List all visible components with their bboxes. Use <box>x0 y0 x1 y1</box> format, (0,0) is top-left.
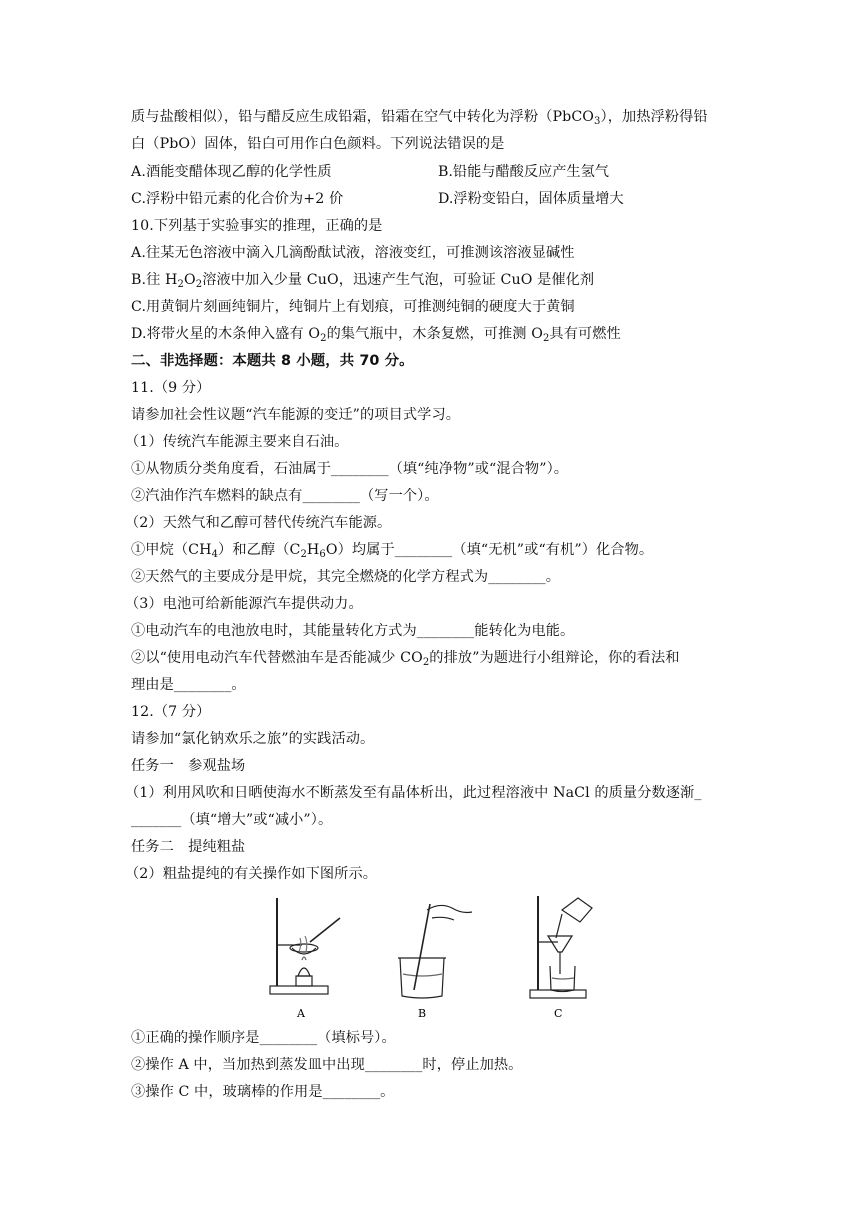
q9-stem-line-2: 白（PbO）固体，铅白可用作白色颜料。下列说法错误的是 <box>131 136 505 152</box>
q12-task-1: 任务一 参观盐场 <box>131 758 246 774</box>
q9-stem-line-1: 质与盐酸相似），铅与醋反应生成铅霜，铅霜在空气中转化为浮粉（PbCO$_3$），加热浮粉得铅 <box>131 109 708 127</box>
apparatus-figure <box>262 890 602 1020</box>
section-heading: 二、非选择题：本题共 8 小题，共 70 分。 <box>131 353 414 369</box>
q11-intro: 请参加社会性议题“汽车能源的变迁”的项目式学习。 <box>131 407 461 423</box>
q12-part-1-cont: _______（填“增大”或“减小”）。 <box>131 812 333 828</box>
q11-part-1a: ①从物质分类角度看，石油属于________（填“纯净物”或“混合物”）。 <box>131 461 569 477</box>
label-a: A <box>297 1007 305 1020</box>
q11-part-1b: ②汽油作汽车燃料的缺点有________（写一个）。 <box>131 488 439 504</box>
q12-part-1: （1）利用风吹和日晒使海水不断蒸发至有晶体析出，此过程溶液中 NaCl 的质量分数逐渐_ <box>125 785 702 801</box>
q11-heading: 11.（9 分） <box>131 380 211 396</box>
q10-option-c: C.用黄铜片刻画纯铜片，纯铜片上有划痕，可推测纯铜的硬度大于黄铜 <box>131 299 575 315</box>
q9-option-a: A.酒能变醋体现乙醇的化学性质 <box>131 164 332 180</box>
apparatus-c-filtration <box>530 896 592 998</box>
q12-part-2c: ③操作 C 中，玻璃棒的作用是________。 <box>131 1084 395 1100</box>
q10-stem: 10.下列基于实验事实的推理，正确的是 <box>131 218 383 234</box>
q12-task-2: 任务二 提纯粗盐 <box>131 839 246 855</box>
q12-part-2b: ②操作 A 中，当加热到蒸发皿中出现________时，停止加热。 <box>131 1057 523 1073</box>
q11-part-3: （3）电池可给新能源汽车提供动力。 <box>125 596 363 612</box>
apparatus-a-evaporation <box>270 898 340 994</box>
q10-option-d: D.将带火星的木条伸入盛有 $O_2$的集气瓶中，木条复燃，可推测 $O_2$具有可燃性 <box>131 326 621 344</box>
q9-option-c: C.浮粉中铅元素的化合价为+2 价 <box>131 191 344 207</box>
q12-intro: 请参加“氯化钠欢乐之旅”的实践活动。 <box>131 731 375 747</box>
q11-part-2: （2）天然气和乙醇可替代传统汽车能源。 <box>125 515 392 531</box>
q11-part-3a: ①电动汽车的电池放电时，其能量转化方式为________能转化为电能。 <box>131 623 575 639</box>
q12-heading: 12.（7 分） <box>131 704 211 720</box>
apparatus-drawing <box>262 890 602 1020</box>
q12-part-2: （2）粗盐提纯的有关操作如下图所示。 <box>125 866 378 882</box>
label-c: C <box>554 1007 563 1020</box>
q11-part-1: （1）传统汽车能源主要来自石油。 <box>125 434 349 450</box>
q11-part-2b: ②天然气的主要成分是甲烷，其完全燃烧的化学方程式为________。 <box>131 569 561 585</box>
q10-option-a: A.往某无色溶液中滴入几滴酚酞试液，溶液变红，可推测该溶液显碱性 <box>131 245 575 261</box>
q11-part-3b-cont: 理由是________。 <box>131 677 246 693</box>
q11-part-2a: ①甲烷$(CH_4)$和乙醇$(C_2H_6O)$均属于________（填“无机”或“有机”）化合物。 <box>131 542 654 560</box>
label-b: B <box>418 1007 427 1020</box>
q12-part-2a: ①正确的操作顺序是________（填标号）。 <box>131 1030 396 1046</box>
q11-part-3b: ②以“使用电动汽车代替燃油车是否能减少 $CO_2$的排放”为题进行小组辩论，你的看法和 <box>131 650 680 668</box>
q10-option-b: B.往 $H_2O_2$溶液中加入少量 CuO，迅速产生气泡，可验证 CuO 是催化剂 <box>131 272 595 290</box>
q9-option-b: B.铅能与醋酸反应产生氢气 <box>438 164 609 180</box>
apparatus-b-dissolving <box>398 904 472 998</box>
q9-option-d: D.浮粉变铅白，固体质量增大 <box>438 191 624 207</box>
